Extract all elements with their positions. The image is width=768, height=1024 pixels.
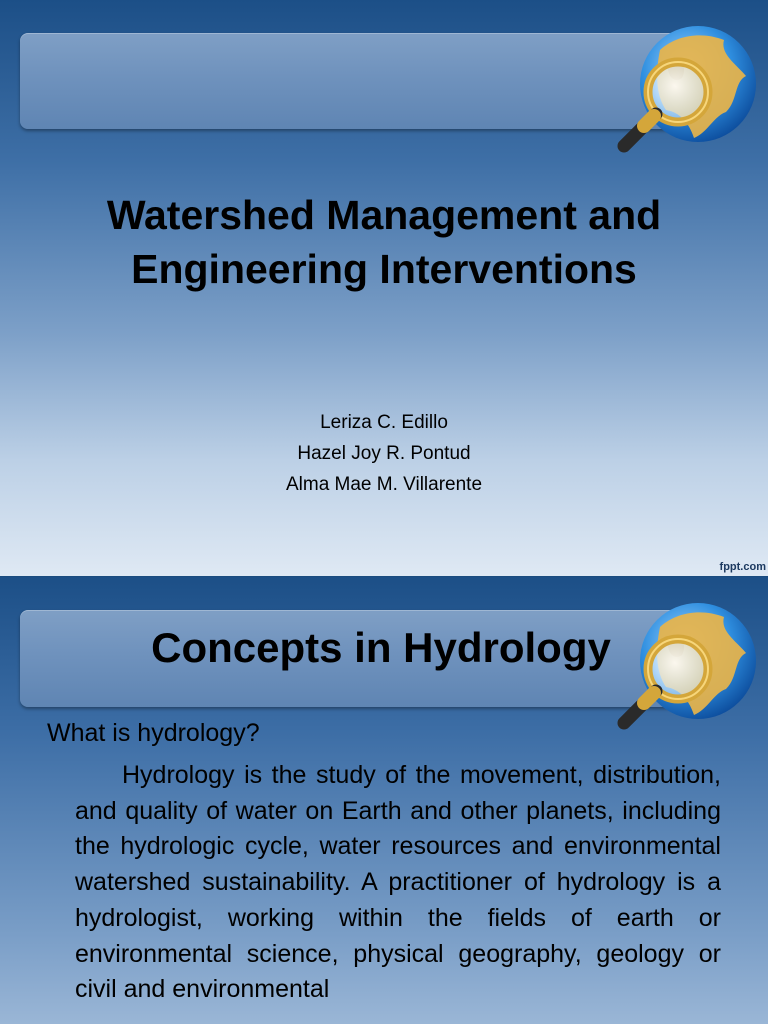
title-banner	[20, 33, 680, 129]
author-name: Hazel Joy R. Pontud	[297, 443, 471, 464]
presentation-title: Watershed Management and Engineering Interventions	[106, 192, 662, 292]
author-name: Leriza C. Edillo	[320, 412, 448, 433]
body-paragraph: Hydrology is the study of the movement, distribution, and quality of water on Earth and other planets, including the hydrologic cycle, water resources and environmental watershed sustainability. A practitioner of hydrology is a hydrologist, working within the fields of earth or environmental science, physical geography, geology or civil and environmental	[75, 761, 721, 1004]
author-list	[0, 407, 768, 500]
watermark: fppt.com	[719, 561, 766, 573]
globe-magnifier-icon	[608, 597, 768, 737]
question-text: What is hydrology?	[47, 719, 260, 747]
author-name: Alma Mae M. Villarente	[285, 474, 483, 495]
slide-title-text: Concepts in Hydrology	[151, 624, 611, 671]
globe-magnifier-icon	[608, 20, 768, 160]
